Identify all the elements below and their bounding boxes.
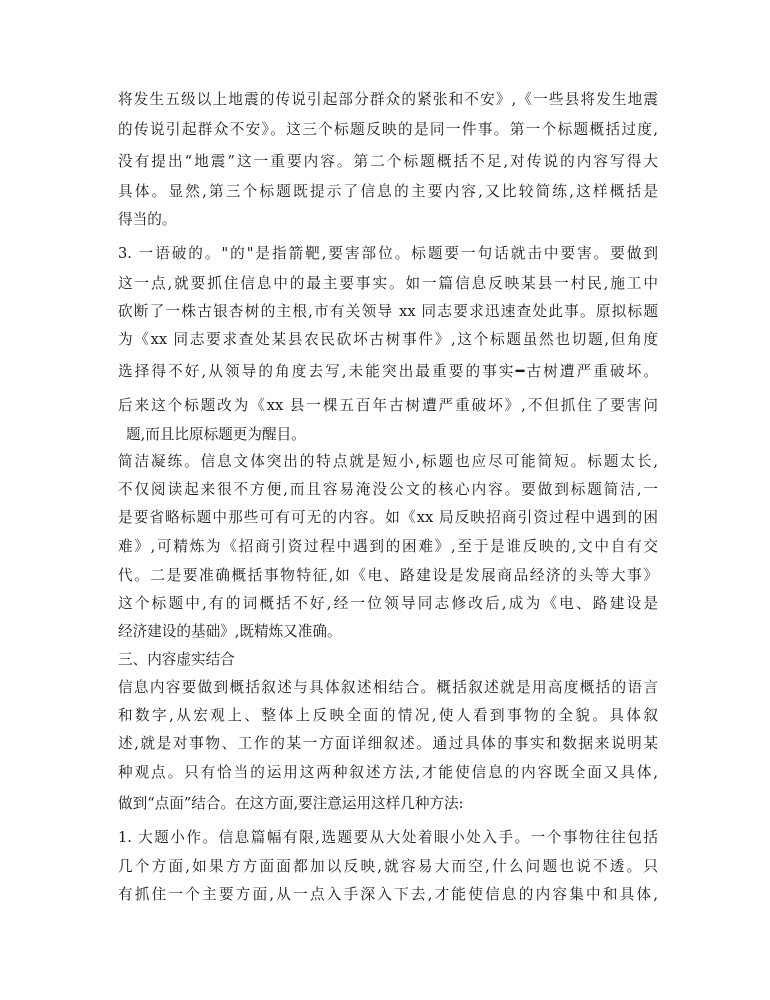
text-line: 和数字,从宏观上、整体上反映全面的情况,使人看到事物的全貌。具体叙 <box>118 707 658 724</box>
text-line: 述,就是对事物、工作的某一方面详细叙述。通过具体的事实和数据来说明某 <box>118 735 658 752</box>
text-line: 具体。显然,第三个标题既提示了信息的主要内容,又比较简练,这样概括是 <box>118 183 658 200</box>
text-line: 将发生五级以上地震的传说引起部分群众的紧张和不安》,《一些县将发生地震 <box>118 91 658 108</box>
text-line: 后来这个标题改为《xx 县一棵五百年古树遭严重破坏》,不但抓住了要害问 <box>118 397 658 414</box>
text-line: 是要省略标题中那些可有可无的内容。如《xx 局反映招商引资过程中遇到的困 <box>118 509 658 526</box>
text-line: 这个标题中,有的词概括不好,经一位领导同志修改后,成为《电、路建设是 <box>118 595 658 612</box>
text-line: 经济建设的基础》,既精炼又准确。 <box>118 623 342 640</box>
text-line: 不仅阅读起来很不方便,而且容易淹没公文的核心内容。要做到标题简洁,一 <box>118 481 658 498</box>
text-line: 得当的。 <box>118 211 177 228</box>
text-line: 这一点,就要抓住信息中的最主要事实。如一篇信息反映某县一村民,施工中 <box>118 275 658 292</box>
list-item-heading: 1. 大题小作。信息篇幅有限,选题要从大处着眼小处入手。一个事物往往包括 <box>118 829 658 846</box>
text-line: 信息内容要做到概括叙述与具体叙述相结合。概括叙述就是用高度概括的语言 <box>118 679 658 696</box>
text-line: 做到“点面”结合。在这方面,要注意运用这样几种方法: <box>118 795 464 812</box>
text-line: 题,而且比原标题更为醒目。 <box>126 426 306 443</box>
text-line: 选择得不好,从领导的角度去写,未能突出最重要的事实━古树遭严重破坏。 <box>118 363 658 380</box>
text-line: 简洁凝练。信息文体突出的特点就是短小,标题也应尽可能简短。标题太长, <box>118 453 658 470</box>
text-line: 几个方面,如果方方面面都加以反映,就容易大而空,什么问题也说不透。只 <box>118 858 658 875</box>
text-line: 没有提出“地震”这一重要内容。第二个标题概括不足,对传说的内容写得大 <box>118 153 658 170</box>
text-line: 有抓住一个主要方面,从一点入手深入下去,才能使信息的内容集中和具体, <box>118 886 658 903</box>
text-line: 的传说引起群众不安》。这三个标题反映的是同一件事。第一个标题概括过度, <box>118 121 658 138</box>
list-item-heading: 3. 一语破的。"的"是指箭靶,要害部位。标题要一句话就击中要害。要做到 <box>118 245 658 262</box>
text-line: 种观点。只有恰当的运用这两种叙述方法,才能使信息的内容既全面又具体, <box>118 764 658 781</box>
text-line: 砍断了一株古银杏树的主根,市有关领导 xx 同志要求迅速查处此事。原拟标题 <box>118 303 658 320</box>
section-heading: 三、内容虚实结合 <box>118 651 235 668</box>
text-line: 为《xx 同志要求查处某县农民砍坏古树事件》,这个标题虽然也切题,但角度 <box>118 331 658 348</box>
text-line: 代。二是要准确概括事物特征,如《电、路建设是发展商品经济的头等大事》 <box>118 567 658 584</box>
text-line: 难》,可精炼为《招商引资过程中遇到的困难》,至于是谁反映的,文中自有交 <box>118 538 658 555</box>
